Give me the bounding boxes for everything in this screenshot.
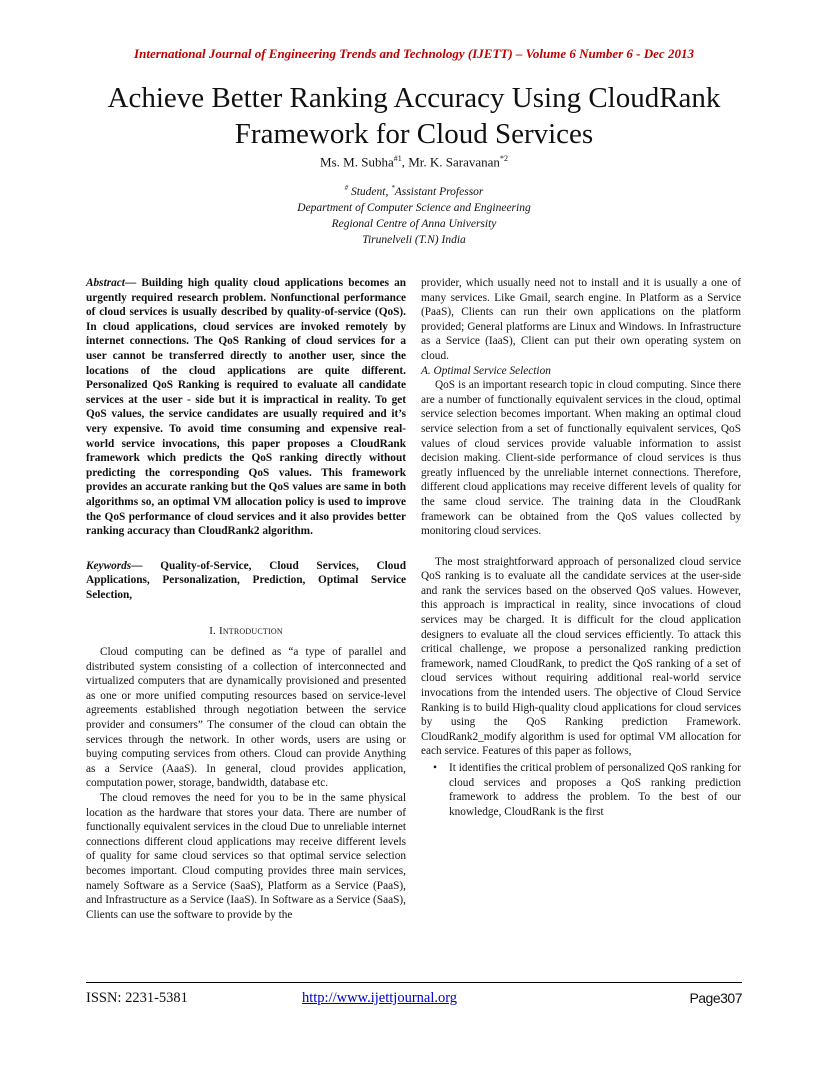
abstract-dash: — <box>124 277 142 289</box>
abstract-text: Building high quality cloud applications becomes an urgently required research problem. Nonfunctional performance of cloud services is usually described by quality-of-service (QoS). In cloud applications, cloud services are invoked remotely by internet connections. The QoS Ranking of cloud services for a user cannot be transferred directly to another user, since the locations of the cloud applications are quite different. Personalized QoS Ranking is required to evaluate all candidate services at the user - side but it is impractical in reality. To get QoS values, the service candidates are usually required and it’s very expensive. To avoid time consuming and expensive real-world service invocations, this paper proposes a CloudRank framework which predicts the QoS ranking directly without predicting the corresponding QoS values. This framework provides an accurate ranking but the QoS values are same in both algorithms so, an optimal VM allocation policy is used to improve the QoS performance of cloud services and it also provides better ranking accuracy than CloudRank2 algorithm. <box>86 277 407 538</box>
section-title: Introduction <box>218 625 283 638</box>
author-1-sup: #1 <box>393 154 402 163</box>
author-separator: , <box>401 154 409 170</box>
affiliation-roles <box>0 180 828 200</box>
role-1: Student, <box>348 185 392 198</box>
author-2-sup: *2 <box>499 154 508 163</box>
right-paragraph-2: QoS is an important research topic in cloud computing. Since there are a number of functionally equivalent services in the cloud, optimal service selection becomes important. When making an optimal cloud service selection from a set of functionally equivalent services, QoS values of cloud services provide valuable information to assist decision making. Client-side performance of cloud services is thus greatly influenced by the unreliable internet connections. Therefore, different cloud applications may receive different levels of quality for the same cloud service. The training data in the CloudRank framework can be obtained from the QoS values collected by monitoring cloud services. <box>421 379 741 538</box>
intro-paragraph-1: Cloud computing can be defined as “a type of parallel and distributed system consisting of a collection of interconnected and virtualized computers that are dynamically provisioned and presented as one or more unified computing resources based on service-level agreements established through negotiation between the service provider and consumers” The consumer of the cloud can obtain the services through the network. In other words, users are using or buying computing services from others. Cloud can provide Anything as a Service (AaaS). In general, cloud provides application, computation power, storage, bandwidth, database etc. <box>86 646 406 790</box>
left-column <box>86 276 406 922</box>
keywords <box>86 559 406 603</box>
affiliation-place: Tirunelveli (T.N) India <box>362 233 466 246</box>
footer-divider <box>86 982 742 983</box>
affiliation-centre: Regional Centre of Anna University <box>331 217 497 230</box>
abstract <box>86 276 406 539</box>
affiliation <box>0 180 828 248</box>
footer-issn: ISSN: 2231-5381 <box>86 990 188 1006</box>
author-line <box>0 154 828 170</box>
right-paragraph-3: The most straightforward approach of personalized cloud service QoS ranking is to evaluate all the candidate services at the user-side and rank the services based on the observed QoS values. However, this approach is impractical in reality, since invocations of cloud services may be charged. It is difficult for the cloud application designers to evaluate all the cloud services efficiently. To attack this critical challenge, we propose a personalized ranking prediction framework, named CloudRank, to predict the QoS ranking of a set of cloud services without requiring additional real-world service invocations from the intended users. The objective of Cloud Service Ranking is to build High-quality cloud applications for cloud services by using the QoS Ranking prediction Framework. CloudRank2_modify algorithm is used for optimal VM allocation for each service. Features of this paper as follows, <box>421 555 741 758</box>
footer-journal-link[interactable]: http://www.ijettjournal.org <box>302 990 458 1006</box>
page-number: 307 <box>720 990 742 1006</box>
role-2: Assistant Professor <box>394 185 484 198</box>
paper-title: Achieve Better Ranking Accuracy Using CloudRank Framework for Cloud Services <box>107 82 721 150</box>
abstract-label: Abstract <box>86 277 125 289</box>
subsection-heading-optimal-service-selection: A. Optimal Service Selection <box>421 364 551 377</box>
affiliation-department: Department of Computer Science and Engineering <box>297 201 531 214</box>
role-1-sup: # <box>344 184 349 192</box>
right-column <box>421 276 741 819</box>
section-heading-introduction <box>86 624 406 639</box>
keywords-label: Keywords <box>86 559 132 572</box>
page-label: Page <box>689 990 721 1006</box>
keywords-dash: — <box>131 559 161 572</box>
bullet-item <box>421 761 741 819</box>
intro-paragraph-2: The cloud removes the need for you to be in the same physical location as the hardware that stores your data. There are number of functionally equivalent services in the cloud Due to unreliable internet connections different cloud applications may receive different levels of quality for same cloud services so that optimal service selection becomes important. Cloud computing provides three main services, namely Software as a Service (SaaS), Platform as a Service (PaaS), and Infrastructure as a Service (IaaS). In Software as a Service (SaaS), Clients can use the software to provide by the <box>86 792 406 921</box>
journal-header: International Journal of Engineering Trends and Technology (IJETT) – Volume 6 Number 6 - Dec 2013 <box>134 46 694 61</box>
role-2-sup: * <box>391 184 395 192</box>
section-number: I. <box>209 625 217 638</box>
keywords-text: Quality-of-Service, Cloud Services, Cloud Applications, Personalization, Prediction, Optimal Service Selection, <box>86 559 406 601</box>
author-2: Mr. K. Saravanan <box>408 154 500 170</box>
footer-page-number <box>689 990 742 1006</box>
bullet-text: It identifies the critical problem of personalized QoS ranking for cloud services and proposes a QoS ranking prediction framework to address the problem. To the best of our knowledge, CloudRank is the first <box>449 762 741 818</box>
author-1: Ms. M. Subha <box>320 154 394 170</box>
right-paragraph-1: provider, which usually need not to install and it is usually a one of many services. Like Gmail, search engine. In Platform as a Service (PaaS), Clients can run their own applications on the platform provided; General platforms are Linux and Windows. In Infrastructure as a Service (IaaS), Client can put their own operating system on cloud. <box>421 277 741 362</box>
bullet-icon: • <box>433 762 437 774</box>
